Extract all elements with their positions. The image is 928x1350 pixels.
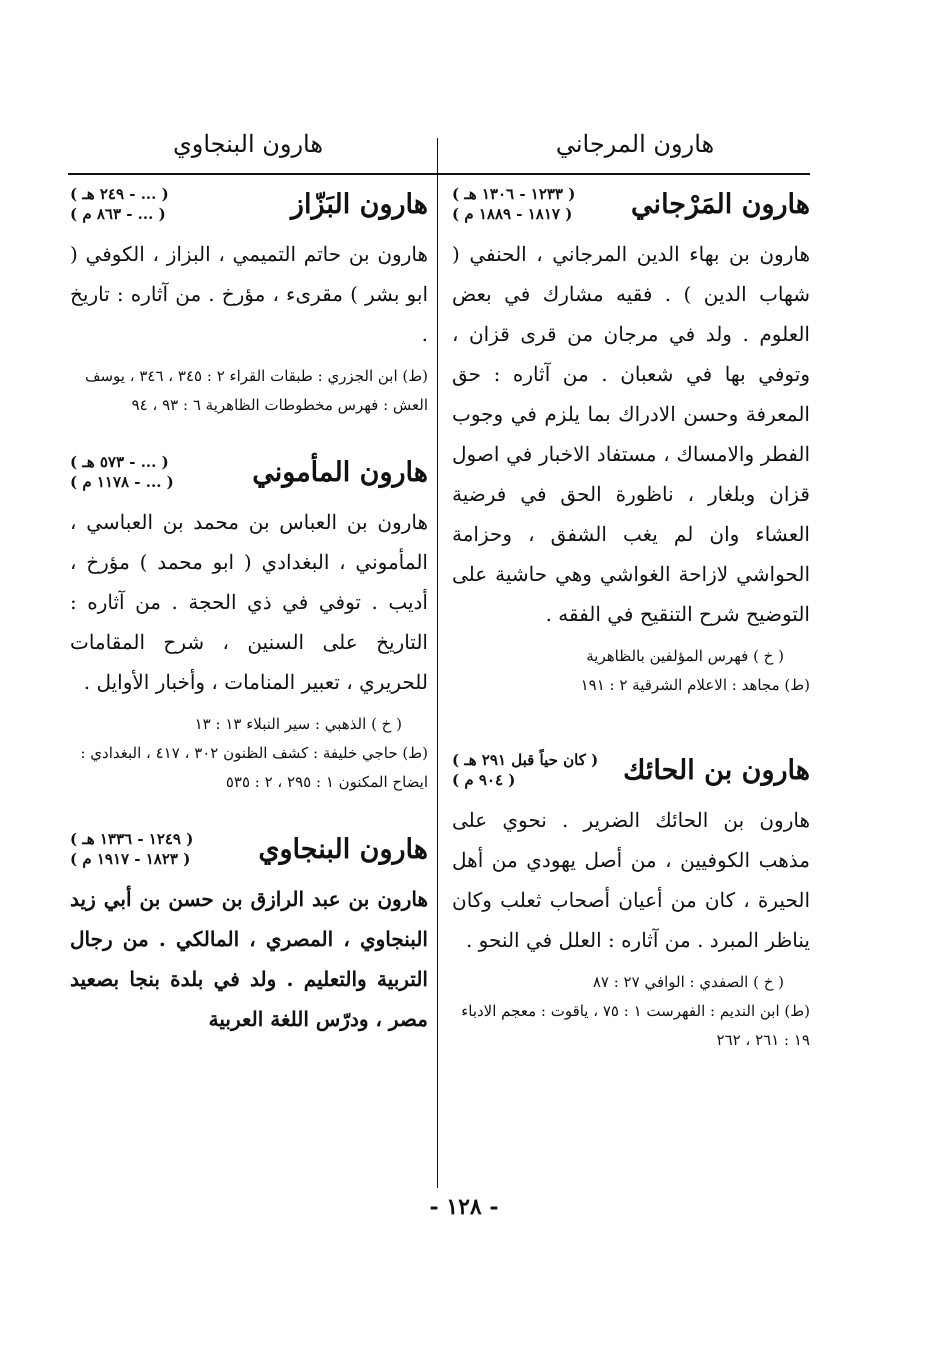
entry-title: هارون البنجاوي	[258, 833, 428, 865]
header-rule	[68, 173, 810, 175]
running-header-left: هارون البنجاوي	[172, 130, 324, 158]
right-column	[452, 178, 810, 1055]
entry-header	[452, 184, 810, 224]
entry-body: هارون بن العباس بن محمد بن العباسي ، المأموني ، البغدادي ( ابو محمد ) مؤرخ ، أديب . توفي في ذي الحجة . من آثاره : التاريخ على السنين ، شرح المقامات للحريري ، تعبير المنامات ، وأخبار الأوايل .	[70, 510, 428, 694]
entry-header	[452, 750, 810, 790]
dates-gregorian: ( ١٨٢٣ - ١٩١٧ م )	[70, 850, 191, 868]
entry-body: هارون بن عبد الرازق بن حسن بن أبي زيد البنجاوي ، المصري ، المالكي . من رجال التربية والتعليم . ولد في بلدة بنجا بصعيد مصر ، ودرّس اللغة العربية	[70, 887, 428, 1031]
entry-dates	[70, 452, 174, 492]
dates-hijri: ( كان حياً قبل ٢٩١ هـ )	[452, 751, 599, 769]
reference-line: ( خ ) الصفدي : الوافي ٢٧ : ٨٧	[592, 973, 784, 991]
running-header-right: هارون المرجاني	[555, 130, 715, 158]
dates-gregorian: ( ... - ١١٧٨ م )	[70, 473, 174, 491]
column-divider	[437, 138, 438, 1188]
dates-hijri: ( ... - ٢٤٩ هـ )	[70, 185, 169, 203]
dates-hijri: ( ١٢٤٩ - ١٣٣٦ هـ )	[70, 830, 194, 848]
reference-line: ( خ ) فهرس المؤلفين بالظاهرية	[586, 647, 784, 665]
entry-mamuni	[70, 452, 428, 797]
reference-line: ( خ ) الذهبي : سير النبلاء ١٣ : ١٣	[194, 715, 402, 733]
entry-header	[70, 184, 428, 224]
entry-title: هارون بن الحائك	[623, 754, 810, 786]
dates-hijri: ( ... - ٥٧٣ هـ )	[70, 453, 169, 471]
entry-body: هارون بن حاتم التميمي ، البزاز ، الكوفي ( ابو بشر ) مقرىء ، مؤرخ . من آثاره : تاريخ .	[70, 242, 428, 346]
entry-title: هارون البَزّاز	[290, 188, 428, 220]
entry-title: هارون المأموني	[252, 456, 428, 488]
entry-header	[70, 452, 428, 492]
left-column	[70, 178, 428, 1039]
entry-body: هارون بن الحائك الضرير . نحوي على مذهب الكوفيين ، من أصل يهودي من أهل الحيرة ، كان من أعيان أصحاب ثعلب وكان يناظر المبرد . من آثاره : العلل في النحو .	[452, 808, 810, 952]
entry-title: هارون المَرْجاني	[631, 188, 810, 220]
entry-body: هارون بن بهاء الدين المرجاني ، الحنفي ( شهاب الدين ) . فقيه مشارك في بعض العلوم . ولد في مرجان من قرى قزان ، وتوفي بها في شعبان . من آثاره : حق المعرفة وحسن الادراك بما يلزم في وجوب الفطر والامساك ، مستفاد الاخبار في اصول قزان وبلغار ، ناظورة الحق في فرضية العشاء وان لم يغب الشفق ، وحزامة الحواشي لازاحة الغواشي وهي حاشية على التوضيح شرح التنقيح في الفقه .	[452, 242, 810, 626]
dates-gregorian: ( ٩٠٤ م )	[452, 771, 516, 789]
entry-binjawi	[70, 829, 428, 1039]
reference-line: (ط) مجاهد : الاعلام الشرقية ٢ : ١٩١	[580, 676, 810, 694]
reference-line: (ط) ابن الجزري : طبقات القراء ٢ : ٣٤٥ ، ٣٤٦ ، يوسف العش : فهرس مخطوطات الظاهرية ٦ : ٩٣ ، ٩٤	[84, 367, 428, 414]
entry-marjani	[452, 184, 810, 700]
page-number: - ١٢٨ -	[429, 1194, 499, 1220]
dates-gregorian: ( ... - ٨٦٣ م )	[70, 205, 166, 223]
dates-gregorian: ( ١٨١٧ - ١٨٨٩ م )	[452, 205, 573, 223]
reference-line: (ط) ابن النديم : الفهرست ١ : ٧٥ ، ياقوت : معجم الادباء ١٩ : ٢٦١ ، ٢٦٢	[461, 1002, 810, 1049]
reference-line: (ط) حاجي خليفة : كشف الظنون ٣٠٢ ، ٤١٧ ، البغدادي : ايضاح المكنون ١ : ٢٩٥ ، ٢ : ٥٣٥	[80, 744, 428, 791]
entry-bazzaz	[70, 184, 428, 420]
entry-dates	[70, 829, 193, 869]
entry-dates	[452, 184, 575, 224]
entry-dates	[70, 184, 169, 224]
entry-haik	[452, 750, 810, 1055]
entry-header	[70, 829, 428, 869]
entry-dates	[452, 750, 598, 790]
dates-hijri: ( ١٢٣٣ - ١٣٠٦ هـ )	[452, 185, 576, 203]
